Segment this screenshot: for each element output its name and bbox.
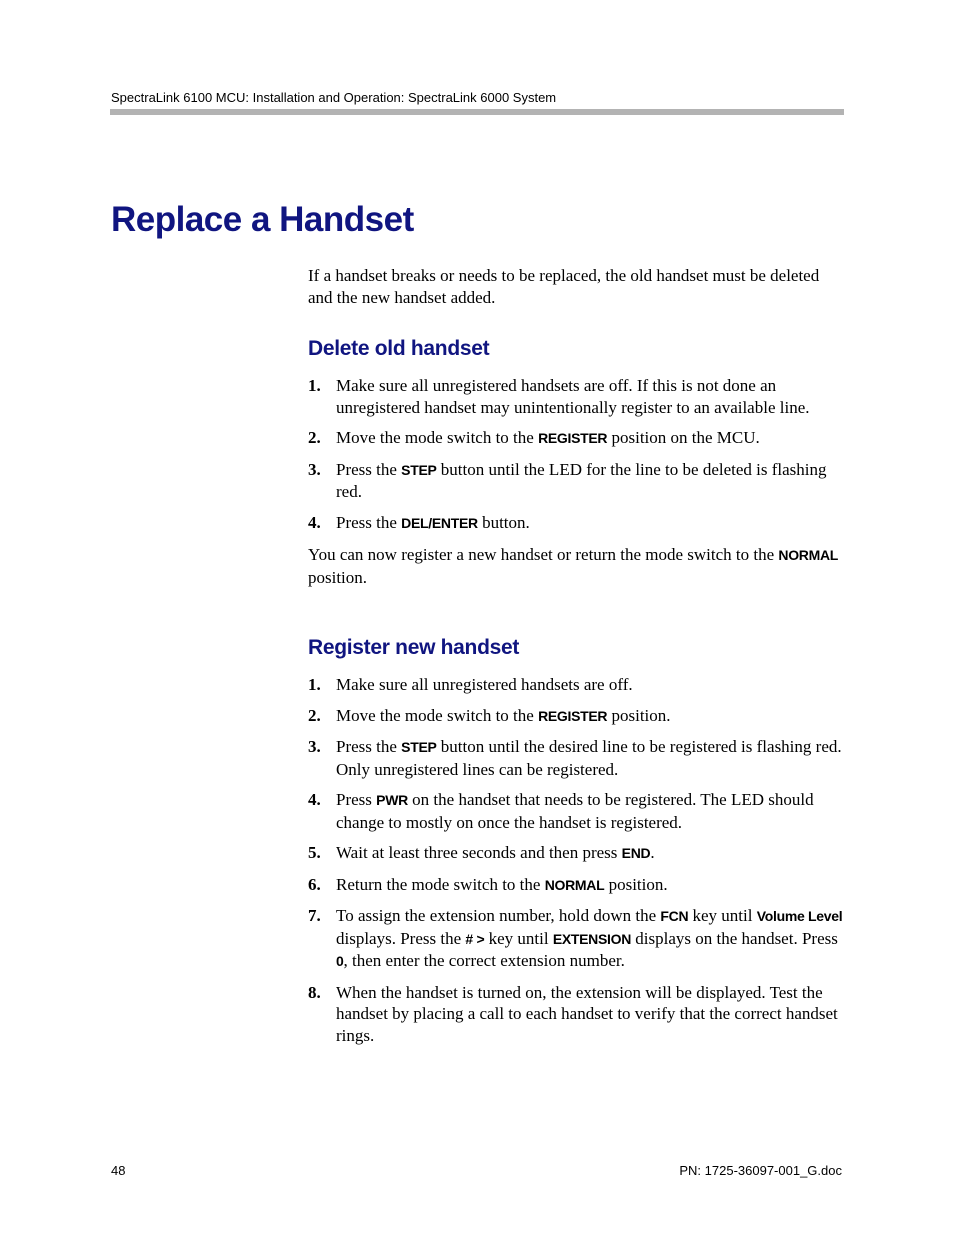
- delete-section-heading: Delete old handset: [308, 337, 490, 360]
- keyword: STEP: [401, 461, 437, 478]
- keyword: NORMAL: [778, 547, 839, 563]
- step-text: button until the LED for the line to be deleted is flashing red.: [336, 459, 827, 501]
- step-text: position.: [607, 705, 671, 725]
- step-text: Press: [336, 790, 377, 809]
- keyword: DEL/ENTER: [401, 514, 478, 531]
- step-text: When the handset is turned on, the extension will be displayed. Test the handset by placing a call to each handset to verify that the correct handset rings.: [336, 982, 838, 1045]
- register-step-6: [308, 874, 848, 897]
- step-text: Move the mode switch to the: [336, 705, 539, 725]
- register-step-5: [308, 842, 848, 865]
- step-number: 4.: [308, 790, 321, 809]
- delete-section: [308, 337, 848, 588]
- step-text: button until the desired line to be registered is flashing red. Only unregistered lines can be registered.: [336, 737, 842, 779]
- step-text: displays. Press the: [336, 928, 466, 948]
- keyword: EXTENSION: [552, 930, 632, 947]
- register-section-heading: Register new handset: [308, 636, 520, 659]
- para-text: You can now register a new handset or return the mode switch to the: [308, 545, 779, 564]
- step-number: 3.: [308, 459, 321, 479]
- page-title: Replace a Handset: [111, 200, 414, 239]
- keyword: REGISTER: [538, 430, 608, 446]
- step-text: position.: [604, 874, 668, 894]
- delete-steps-list: [308, 375, 848, 534]
- step-text: Move the mode switch to the: [336, 428, 539, 447]
- header-rule: [110, 109, 844, 115]
- step-text: Make sure all unregistered handsets are off.: [336, 675, 633, 694]
- step-number: 6.: [308, 874, 321, 894]
- delete-step-4: [308, 512, 848, 535]
- step-text: key until: [688, 906, 757, 925]
- register-step-8: [308, 982, 848, 1047]
- step-text: , then enter the correct extension number.: [343, 951, 625, 970]
- step-text: displays on the handset. Press: [631, 928, 838, 948]
- step-text: To assign the extension number, hold down the: [336, 906, 661, 925]
- footer-page-number: 48: [111, 1163, 126, 1178]
- register-step-3: [308, 736, 848, 780]
- step-number: 1.: [308, 675, 321, 694]
- keyword: FCN: [660, 908, 689, 924]
- running-header: SpectraLink 6100 MCU: Installation and Operation: SpectraLink 6000 System: [111, 90, 557, 105]
- delete-step-1: [308, 375, 848, 418]
- footer-part-number: PN: 1725-36097-001_G.doc: [679, 1163, 842, 1178]
- delete-step-3: [308, 459, 848, 503]
- step-text: Press the: [336, 459, 402, 479]
- step-text: Wait at least three seconds and then press: [336, 843, 622, 862]
- intro-block: [308, 265, 848, 308]
- step-number: 3.: [308, 737, 321, 756]
- step-text: on the handset that needs to be registered. The LED should change to mostly on once the handset is registered.: [336, 790, 814, 832]
- register-steps-list: [308, 674, 848, 1046]
- step-number: 2.: [308, 705, 321, 725]
- step-text: .: [650, 843, 655, 862]
- keyword: 0: [336, 953, 344, 969]
- step-number: 7.: [308, 906, 321, 925]
- register-step-7: [308, 905, 848, 973]
- delete-step-2: [308, 427, 848, 450]
- register-step-2: [308, 705, 848, 728]
- keyword: END: [621, 845, 651, 861]
- step-number: 4.: [308, 512, 321, 532]
- step-number: 5.: [308, 843, 321, 862]
- keyword: REGISTER: [538, 707, 608, 724]
- step-text: button.: [477, 512, 530, 532]
- keyword: NORMAL: [544, 876, 605, 893]
- register-section: [308, 636, 848, 1055]
- keyword: Volume Level: [756, 908, 843, 924]
- step-text: key until: [484, 928, 553, 948]
- step-number: 8.: [308, 982, 321, 1002]
- para-text: position.: [308, 567, 368, 587]
- step-text: Press the: [336, 512, 402, 532]
- register-step-4: [308, 789, 848, 833]
- step-number: 1.: [308, 376, 321, 395]
- step-text: Return the mode switch to the: [336, 874, 545, 894]
- step-number: 2.: [308, 428, 321, 447]
- keyword: # >: [465, 930, 485, 947]
- step-text: Make sure all unregistered handsets are off. If this is not done an unregistered handset may unintentionally register to an available line.: [336, 376, 810, 417]
- step-text: position on the MCU.: [607, 428, 760, 447]
- keyword: PWR: [376, 792, 408, 808]
- intro-paragraph: If a handset breaks or needs to be replaced, the old handset must be deleted and the new handset added.: [308, 266, 820, 307]
- keyword: STEP: [401, 739, 437, 755]
- step-text: Press the: [336, 737, 402, 756]
- delete-followup-paragraph: [308, 544, 848, 588]
- register-step-1: [308, 674, 848, 696]
